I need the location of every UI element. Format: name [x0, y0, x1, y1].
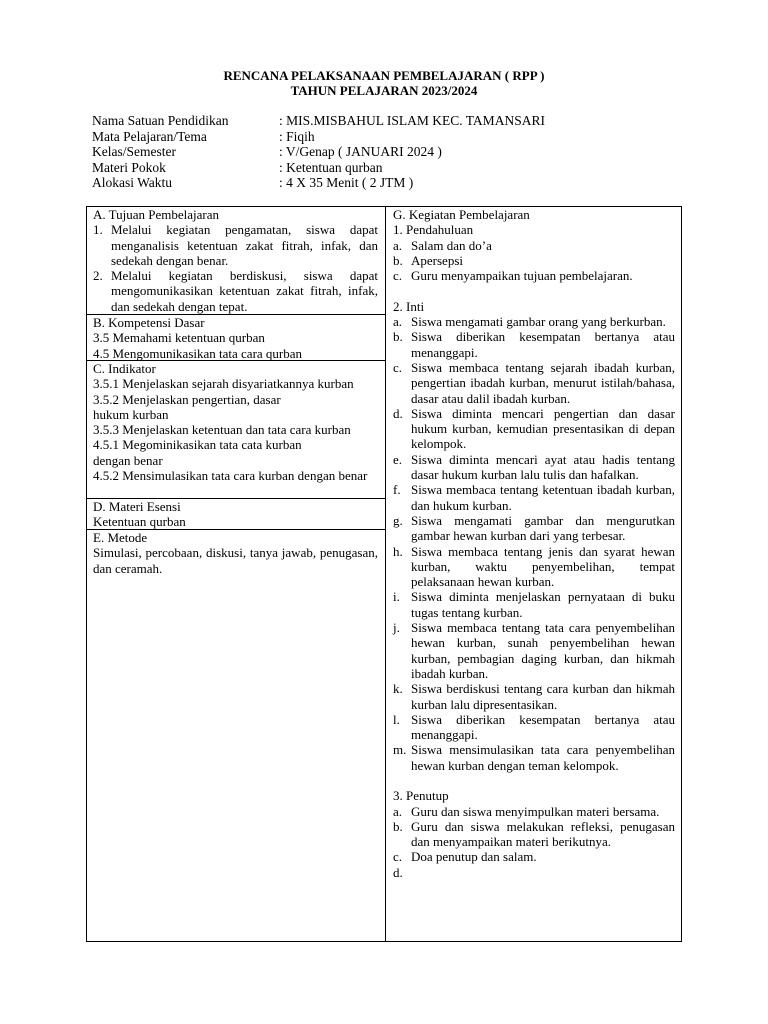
info-row-school	[92, 113, 545, 129]
section-metode	[93, 530, 378, 576]
item-letter: c.	[393, 359, 403, 375]
item-letter: i.	[393, 589, 400, 605]
indicator-line: dengan benar	[93, 452, 163, 468]
item-letter: b.	[393, 252, 403, 268]
item-letter: d.	[393, 405, 403, 421]
info-row-topic	[92, 160, 545, 176]
indicator-line: 3.5.2 Menjelaskan pengertian, dasar	[93, 391, 281, 407]
item-letter: g.	[393, 512, 403, 528]
item-letter: f.	[393, 482, 401, 498]
info-value: : MIS.MISBAHUL ISLAM KEC. TAMANSARI	[279, 113, 545, 128]
list-item	[393, 681, 675, 712]
item-text: Guru dan siswa menyimpulkan materi bersama.	[411, 803, 660, 819]
item-text: Siswa mengamati gambar orang yang berkurban.	[411, 314, 666, 330]
info-label: Materi Pokok	[92, 159, 166, 175]
item-text: Melalui kegiatan pengamatan, siswa dapat menganalisis ketentuan zakat fitrah, infak, dan sedekah dengan benar.	[111, 222, 378, 268]
item-text: Guru menyampaikan tujuan pembelajaran.	[411, 268, 633, 284]
lesson-plan-table	[86, 206, 682, 942]
item-number: 2.	[93, 268, 103, 284]
list-item	[393, 865, 675, 880]
item-letter: a.	[393, 314, 403, 330]
indicator-line: 4.5.1 Megominikasikan tata cata kurban	[93, 437, 302, 453]
metode-text: Simulasi, percobaan, diskusi, tanya jawab, penugasan, dan ceramah.	[93, 545, 378, 576]
item-letter: a.	[393, 803, 403, 819]
item-number: 1.	[93, 222, 103, 238]
indicator-line: 3.5.1 Menjelaskan sejarah disyariatkannya kurban	[93, 376, 354, 392]
info-label: Kelas/Semester	[92, 144, 176, 159]
subsection-heading: 3. Penutup	[393, 788, 449, 804]
list-item	[393, 712, 675, 743]
item-text: Siswa mensimulasikan tata cara penyembelihan hewan kurban dengan teman kelompok.	[411, 742, 675, 773]
item-text: Siswa membaca tentang sejarah ibadah kurban, pengertian ibadah kurban, menurut istilah/bahasa, dasar atau dalil ibadah kurban.	[411, 359, 675, 406]
list-item	[393, 513, 675, 544]
list-item	[393, 360, 675, 406]
list-item	[393, 589, 675, 620]
item-letter: h.	[393, 543, 403, 559]
list-item	[93, 222, 378, 268]
subsection-heading: 2. Inti	[393, 298, 425, 314]
info-label: Nama Satuan Pendidikan	[92, 113, 229, 128]
list-item	[393, 452, 675, 483]
document-subtitle: TAHUN PELAJARAN 2023/2024	[290, 83, 478, 98]
item-text: Guru dan siswa melakukan refleksi, penugasan dan menyampaikan materi berikutnya.	[411, 818, 675, 850]
info-value: : Fiqih	[279, 128, 315, 144]
info-value: : 4 X 35 Menit ( 2 JTM )	[279, 175, 414, 190]
document-title: RENCANA PELAKSANAAN PEMBELAJARAN ( RPP )	[223, 68, 545, 83]
item-text: Siswa membaca tentang tata cara penyembelihan hewan kurban, sunah penyembelihan hewan kurban, pembagian daging kurban, dan hikmah ibadah kurban.	[411, 620, 675, 681]
info-row-class	[92, 144, 545, 160]
item-text: Siswa diminta mencari ayat atau hadis tentang dasar hukum kurban lalu tulis dan hafalkan.	[411, 451, 675, 483]
item-text: Salam dan do’a	[411, 237, 492, 253]
section-indikator	[93, 361, 378, 483]
section-heading: D. Materi Esensi	[93, 499, 181, 514]
section-heading: C. Indikator	[93, 361, 156, 376]
info-value: : Ketentuan qurban	[279, 159, 383, 175]
list-item	[93, 268, 378, 314]
list-item	[393, 314, 675, 329]
item-letter: k.	[393, 681, 403, 697]
item-letter: b.	[393, 818, 403, 834]
list-item	[393, 742, 675, 773]
list-item	[393, 482, 675, 513]
materi-text: Ketentuan qurban	[93, 514, 186, 530]
section-heading: E. Metode	[93, 530, 148, 545]
list-item	[393, 620, 675, 681]
identity-block	[92, 113, 545, 191]
item-text: Siswa diberikan kesempatan bertanya atau menanggapi.	[411, 711, 675, 743]
info-label: Mata Pelajaran/Tema	[92, 128, 207, 144]
competency-line: 3.5 Memahami ketentuan qurban	[93, 330, 265, 346]
info-row-subject	[92, 129, 545, 145]
info-value: : V/Genap ( JANUARI 2024 )	[279, 144, 442, 159]
list-item	[393, 406, 675, 452]
competency-line: 4.5 Mengomunikasikan tata cara qurban	[93, 345, 303, 361]
info-label: Alokasi Waktu	[92, 175, 173, 190]
section-kegiatan	[393, 207, 675, 880]
list-item	[393, 329, 675, 360]
item-text: Siswa membaca tentang jenis dan syarat hewan kurban, waktu penyembelihan, tempat pelaksanaan hewan kurban.	[411, 543, 675, 590]
list-item	[393, 849, 675, 864]
info-row-time	[92, 175, 545, 191]
item-text: Doa penutup dan salam.	[411, 849, 537, 865]
section-tujuan	[93, 207, 378, 314]
column-divider	[385, 207, 386, 941]
item-text: Siswa mengamati gambar dan mengurutkan gambar hewan kurban dari yang terbesar.	[411, 512, 675, 544]
item-letter: c.	[393, 849, 403, 865]
section-heading: B. Kompetensi Dasar	[93, 315, 205, 330]
list-item	[393, 804, 675, 819]
item-text: Siswa diminta menjelaskan pernyataan di buku tugas tentang kurban.	[411, 589, 675, 620]
section-heading: A. Tujuan Pembelajaran	[93, 207, 220, 222]
item-text: Siswa membaca tentang ketentuan ibadah kurban, dan hukum kurban.	[411, 482, 675, 513]
item-text: Siswa berdiskusi tentang cara kurban dan hikmah kurban lalu dipresentasikan.	[411, 681, 675, 712]
item-letter: a.	[393, 237, 403, 253]
subsection-heading: 1. Pendahuluan	[393, 222, 474, 238]
section-kompetensi	[93, 315, 378, 361]
item-letter: l.	[393, 711, 400, 727]
list-item	[393, 819, 675, 850]
item-letter: m.	[393, 742, 407, 758]
section-materi	[93, 499, 378, 530]
section-heading: G. Kegiatan Pembelajaran	[393, 207, 530, 222]
item-text	[411, 865, 675, 880]
item-text: Siswa diberikan kesempatan bertanya atau menanggapi.	[411, 329, 675, 360]
list-item	[393, 268, 675, 283]
item-letter: c.	[393, 268, 403, 284]
item-letter: d.	[393, 864, 403, 880]
indicator-line: hukum kurban	[93, 406, 169, 422]
indicator-line: 4.5.2 Mensimulasikan tata cara kurban dengan benar	[93, 468, 368, 484]
item-text: Melalui kegiatan berdiskusi, siswa dapat mengomunikasikan ketentuan zakat fitrah, infak, dan sedekah dengan tepat.	[111, 268, 378, 314]
list-item	[393, 544, 675, 590]
list-item	[393, 253, 675, 268]
indicator-line: 3.5.3 Menjelaskan ketentuan dan tata cara kurban	[93, 422, 351, 438]
item-letter: j.	[393, 620, 400, 636]
item-text: Apersepsi	[411, 252, 463, 268]
list-item	[393, 238, 675, 253]
item-letter: b.	[393, 329, 403, 345]
item-text: Siswa diminta mencari pengertian dan dasar hukum kurban, kemudian presentasikan di depan kelompok.	[411, 405, 675, 452]
item-letter: e.	[393, 451, 403, 467]
